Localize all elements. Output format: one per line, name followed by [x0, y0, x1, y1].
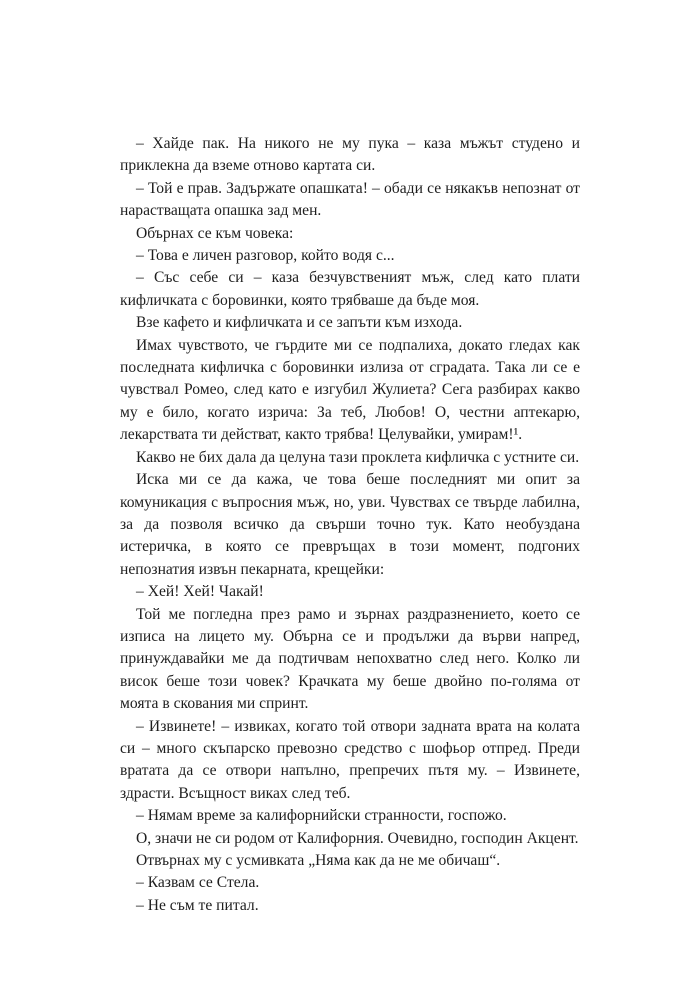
paragraph: Той ме погледна през рамо и зърнах раздразнението, което се изписа на лицето му. Обърна се и продължи да върви напред, принуждавайки ме да подтичвам непохватно след него. Колко ли висок беше този човек? Крачката му беше двойно по-голяма от моята в скования ми спринт.: [120, 605, 580, 713]
paragraph: – Не съм те питал.: [136, 896, 259, 914]
paragraph: Взе кафето и кифличката и се запъти към изхода.: [136, 314, 463, 332]
paragraph: Какво не бих дала да целуна тази проклета кифличка с устните си.: [136, 448, 580, 466]
paragraph: – Хей! Хей! Чакай!: [136, 583, 264, 601]
paragraph: – Той е прав. Задържате опашката! – обади се някакъв непознат от нарастващата опашка зад мен.: [120, 179, 580, 220]
paragraph: Искa ми се да кажа, че това беше последният ми опит за комуникация с въпросния мъж, но, уви. Чувствах се твърде лабилна, за да позволя всичко да свърши точно тук. Като необуздана истеричка, в която се превръщах в този момент, подгоних непознатия извън пекарната, крещейки:: [120, 471, 580, 578]
paragraph: – Казвам се Стела.: [136, 874, 260, 892]
paragraph: О, значи не си родом от Калифорния. Очевидно, господин Акцент.: [136, 829, 579, 847]
paragraph: Имах чувството, че гърдите ми се подпалиха, докато гледах как последната кифличка с боровинки излиза от сградата. Така ли се е чувствал Ромео, след като е изгубил Жулиета? Сега разбирах какво му е било, когато изрича: За теб, Любов! О, честни аптекарю, лекарствата ти действат, както трябва! Целувайки, умирам!¹.: [120, 336, 580, 444]
body-text: [120, 133, 580, 917]
paragraph: – Това е личен разговор, който водя с...: [136, 247, 395, 265]
paragraph: – Хайде пак. На никого не му пука – каза мъжът студено и приклекна да вземе отново картата си.: [120, 135, 580, 175]
paragraph: – Нямам време за калифорнийски странности, госпожо.: [136, 807, 507, 825]
paragraph: Обърнах се към човека:: [136, 224, 294, 242]
paragraph: Отвърнах му с усмивката „Няма как да не ме обичаш“.: [136, 852, 501, 869]
paragraph: – Със себе си – каза безчувственият мъж, след като плати кифличката с боровинки, която трябваше да бъде моя.: [120, 269, 580, 309]
paragraph: – Извинете! – извиках, когато той отвори задната врата на колата си – много скъпарско превозно средство с шофьор отпред. Преди вратата да се отвори напълно, препречих пътя му. – Извинете, здрасти. Всъщност виках след теб.: [120, 717, 580, 802]
